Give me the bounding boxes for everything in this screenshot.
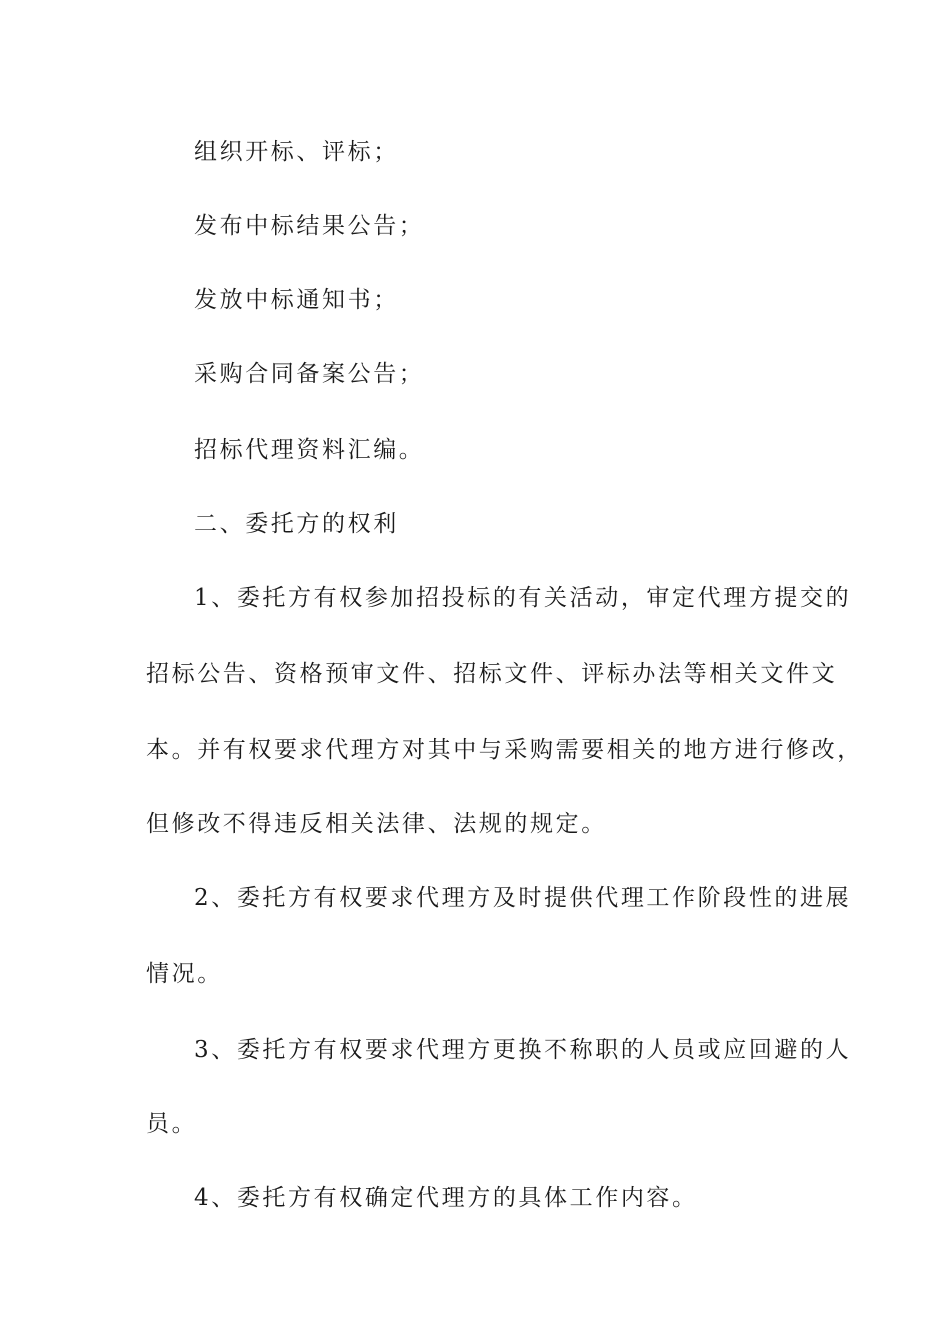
list-item: 采购合同备案公告； [194,361,425,387]
list-item: 发放中标通知书； [194,287,399,313]
paragraph-line: 3、委托方有权要求代理方更换不称职的人员或应回避的人 [194,1037,852,1063]
list-item: 组织开标、评标； [194,139,399,165]
paragraph-line: 本。并有权要求代理方对其中与采购需要相关的地方进行修改， [146,737,863,763]
paragraph-line: 员。 [146,1111,198,1137]
paragraph-line: 但修改不得违反相关法律、法规的规定。 [146,811,607,837]
paragraph-line: 1、委托方有权参加招投标的有关活动，审定代理方提交的 [194,585,852,611]
paragraph-line: 2、委托方有权要求代理方及时提供代理工作阶段性的进展 [194,885,852,911]
paragraph-line: 情况。 [146,961,223,987]
paragraph-line: 招标公告、资格预审文件、招标文件、评标办法等相关文件文 [146,661,838,687]
section-heading: 二、委托方的权利 [194,511,399,537]
list-item: 发布中标结果公告； [194,213,425,239]
list-item: 招标代理资料汇编。 [194,437,425,463]
paragraph-line: 4、委托方有权确定代理方的具体工作内容。 [194,1185,698,1211]
